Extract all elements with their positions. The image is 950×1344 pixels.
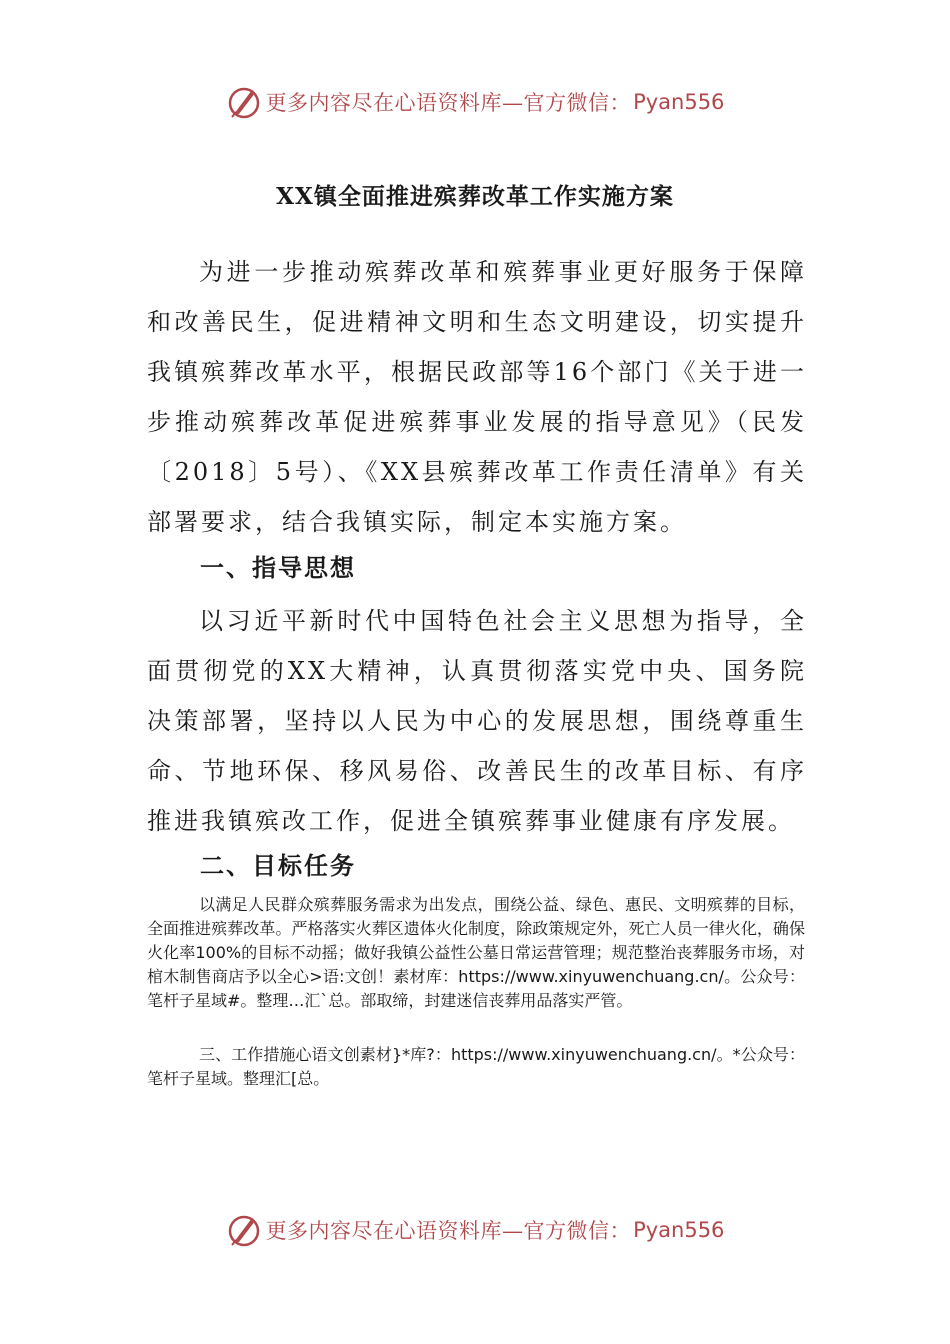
footer-banner [0,1208,950,1252]
quill-logo-icon [226,1212,262,1248]
banner-text: 更多内容尽在心语资料库—官方微信： [265,91,632,115]
intro-paragraph: 为进一步推动殡葬改革和殡葬事业更好服务于保障和改善民生，促进精神文明和生态文明建设，切实提升我镇殡葬改革水平，根据民政部等16个部门《关于进一步推动殡葬改革促进殡葬事业发展的指导意见》（民发〔2018〕5号）、《XX县殡葬改革工作责任清单》有关部署要求，结合我镇实际，制定本实施方案。 [147,258,807,536]
section-1-paragraph: 以习近平新时代中国特色社会主义思想为指导，全面贯彻党的XX大精神，认真贯彻落实党中央、国务院决策部署，坚持以人民为中心的发展思想，围绕尊重生命、节地环保、移风易俗、改善民生的改革目标、有序推进我镇殡改工作，促进全镇殡葬事业健康有序发展。 [147,607,807,835]
quill-logo-icon [226,84,262,120]
banner-wechat-id: Pyan556 [633,1218,725,1242]
header-banner [0,80,950,124]
banner-text: 更多内容尽在心语资料库—官方微信： [265,1219,632,1243]
document-title: XX镇全面推进殡葬改革工作实施方案 [276,183,674,210]
section-2-paragraph: 以满足人民群众殡葬服务需求为出发点，围绕公益、绿色、惠民、文明殡葬的目标，全面推进殡葬改革。严格落实火葬区遗体火化制度，除政策规定外，死亡人员一律火化，确保火化率100%的目标不动摇；做好我镇公益性公墓日常运营管理；规范整治丧葬服务市场，对棺木制售商店予以全心>语:文创！素材库：https://www.xinyuwenchuang.cn/。公众号：笔杆子星域#。整理…汇`总。部取缔，封建迷信丧葬用品落实严管。 [147,895,805,1010]
section-1-heading: 一、指导思想 [200,553,356,582]
banner-wechat-id: Pyan556 [633,90,725,114]
section-2-heading: 二、目标任务 [200,851,356,880]
section-3-line: 三、工作措施心语文创素材}*库?：https://www.xinyuwenchuang.cn/。*公众号：笔杆子星域。整理汇[总。 [147,1045,805,1088]
